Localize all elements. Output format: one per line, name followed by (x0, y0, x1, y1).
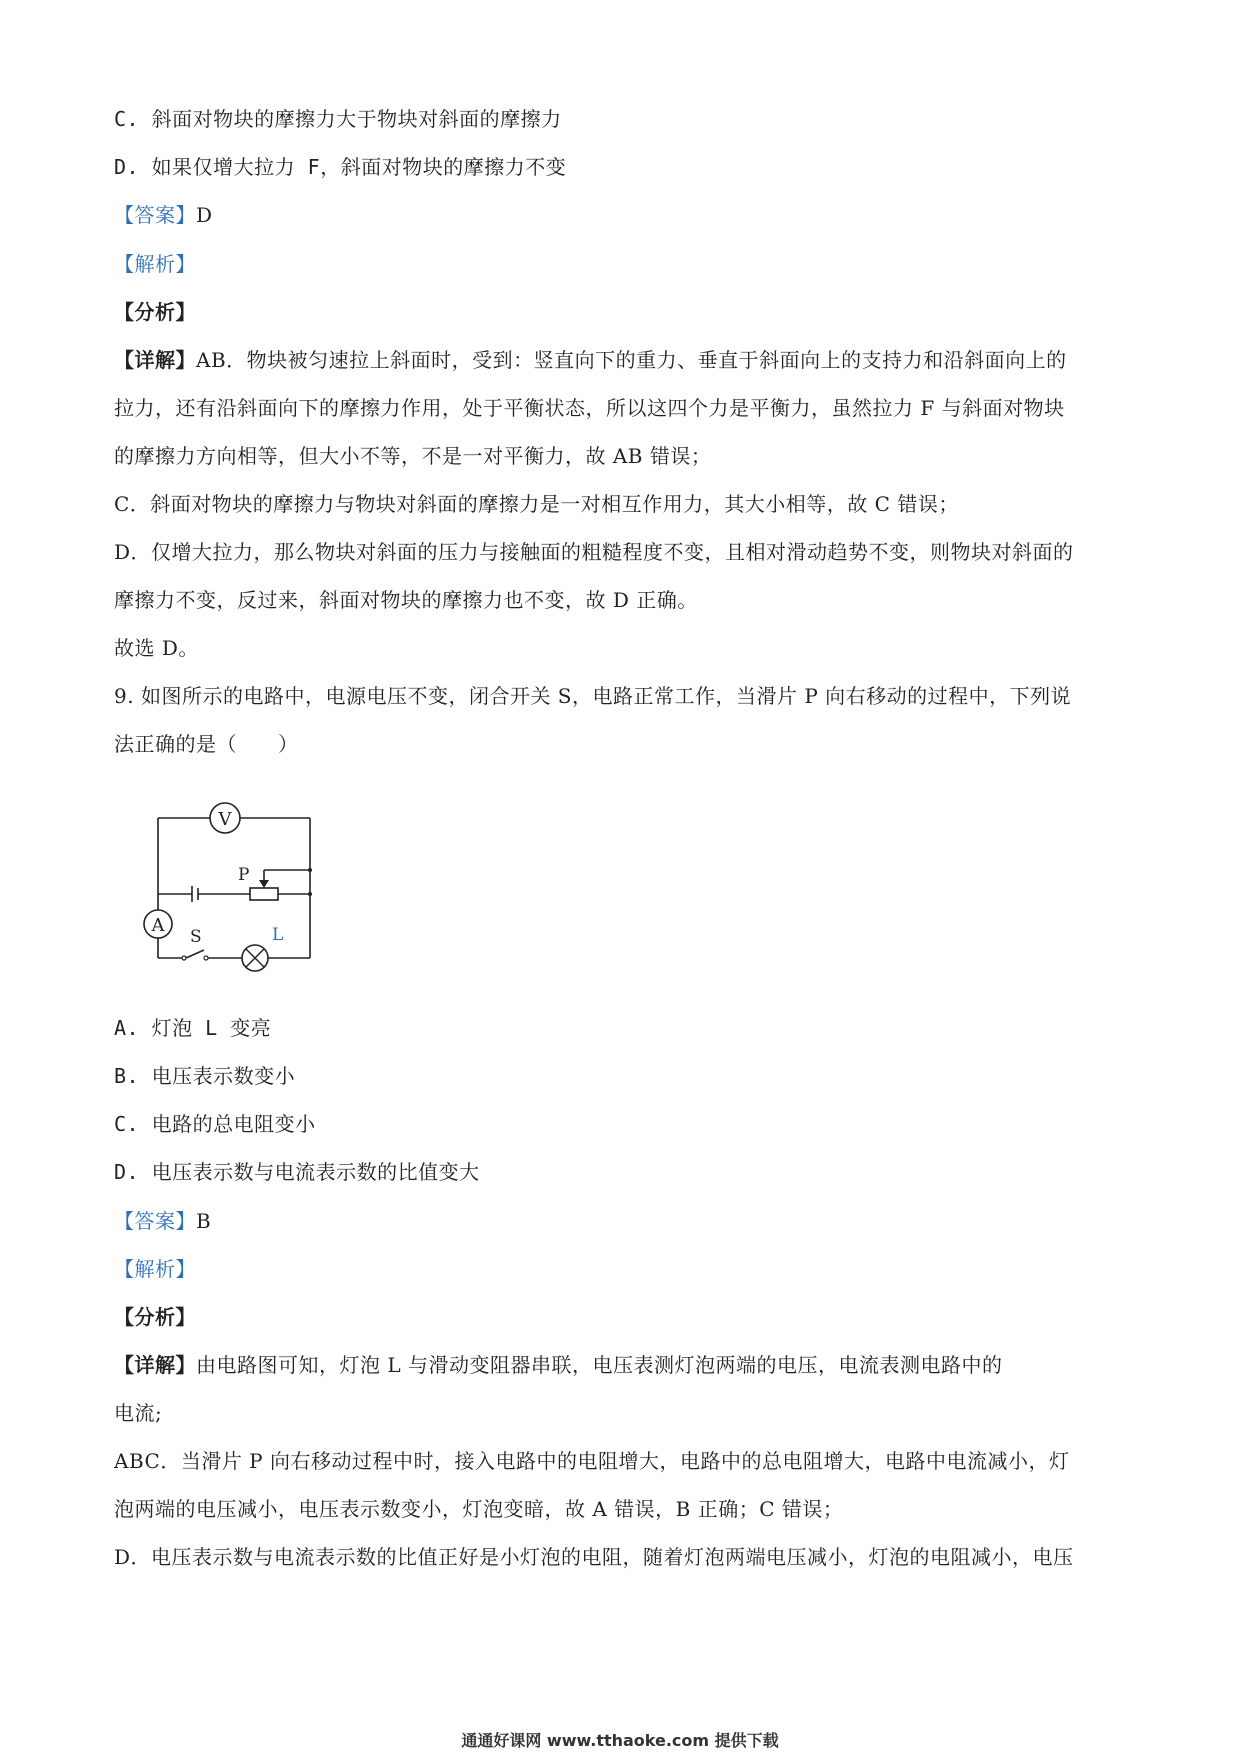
q9-option-d: D. 电压表示数与电流表示数的比值变大 (114, 1160, 480, 1184)
ammeter-icon (144, 910, 172, 938)
q9-detail-line-5: D．电压表示数与电流表示数的比值正好是小灯泡的电阻，随着灯泡两端电压减小，灯泡的电阻减小，电压 (114, 1545, 1074, 1569)
answer-value: B (196, 1209, 212, 1233)
answer-tag: 【答案】 (114, 203, 196, 227)
detail-text: AB．物块被匀速拉上斜面时，受到：竖直向下的重力、垂直于斜面向上的支持力和沿斜面向上的 (196, 348, 1067, 372)
q9-option-a: A. 灯泡 L 变亮 (114, 1016, 272, 1040)
q9-detail-line-1 (114, 1350, 1003, 1380)
q8-detail-line-3: 的摩擦力方向相等，但大小不等，不是一对平衡力，故 AB 错误； (114, 444, 712, 468)
q9-fenxi-tag: 【分析】 (114, 1305, 196, 1329)
voltmeter-label: V (218, 809, 232, 830)
q8-fenxi-tag: 【分析】 (114, 300, 196, 324)
q9-detail-line-2: 电流; (114, 1401, 163, 1425)
q8-option-c: C. 斜面对物块的摩擦力大于物块对斜面的摩擦力 (114, 107, 562, 131)
q8-option-d: D. 如果仅增大拉力 F，斜面对物块的摩擦力不变 (114, 155, 567, 179)
q8-conclusion: 故选 D。 (114, 636, 199, 660)
q9-stem-line-1: 9. 如图所示的电路中，电源电压不变，闭合开关 S，电路正常工作，当滑片 P 向右移动的过程中，下列说 (114, 684, 1072, 708)
q9-detail-line-3: ABC．当滑片 P 向右移动过程中时，接入电路中的电阻增大，电路中的总电阻增大，电路中电流减小，灯 (114, 1449, 1070, 1473)
switch-label: S (190, 927, 202, 947)
q8-detail-line-5: D．仅增大拉力，那么物块对斜面的压力与接触面的粗糙程度不变，且相对滑动趋势不变，则物块对斜面的 (114, 540, 1074, 564)
q9-answer (114, 1206, 211, 1236)
q8-detail-line-4: C．斜面对物块的摩擦力与物块对斜面的摩擦力是一对相互作用力，其大小相等，故 C 错误； (114, 492, 959, 516)
answer-tag: 【答案】 (114, 1209, 196, 1233)
q9-stem-line-2: 法正确的是（ ） (114, 732, 299, 756)
circuit-diagram (138, 800, 338, 980)
q8-detail-line-2: 拉力，还有沿斜面向下的摩擦力作用，处于平衡状态，所以这四个力是平衡力，虽然拉力 F 与斜面对物块 (114, 396, 1065, 420)
lamp-label: L (272, 925, 284, 945)
voltmeter-icon (210, 803, 240, 833)
q8-detail-line-1 (114, 345, 1067, 375)
q9-option-c: C. 电路的总电阻变小 (114, 1112, 316, 1136)
detail-tag: 【详解】 (114, 1353, 196, 1377)
slider-arrow-icon (259, 880, 269, 888)
detail-tag: 【详解】 (114, 348, 196, 372)
page-footer: 通通好课网 www.tthaoke.com 提供下载 (461, 1731, 779, 1750)
q9-jiexi-tag: 【解析】 (114, 1257, 196, 1281)
ammeter-label: A (151, 915, 165, 936)
detail-text: 由电路图可知，灯泡 L 与滑动变阻器串联，电压表测灯泡两端的电压，电流表测电路中的 (196, 1353, 1003, 1377)
lamp-icon (242, 945, 268, 971)
q8-answer (114, 200, 213, 230)
slider-label: P (238, 865, 250, 885)
q9-option-b: B. 电压表示数变小 (114, 1064, 296, 1088)
answer-value: D (196, 203, 213, 227)
q9-detail-line-4: 泡两端的电压减小，电压表示数变小，灯泡变暗，故 A 错误，B 正确；C 错误； (114, 1497, 844, 1521)
q8-jiexi-tag: 【解析】 (114, 252, 196, 276)
q8-detail-line-6: 摩擦力不变，反过来，斜面对物块的摩擦力也不变，故 D 正确。 (114, 588, 698, 612)
